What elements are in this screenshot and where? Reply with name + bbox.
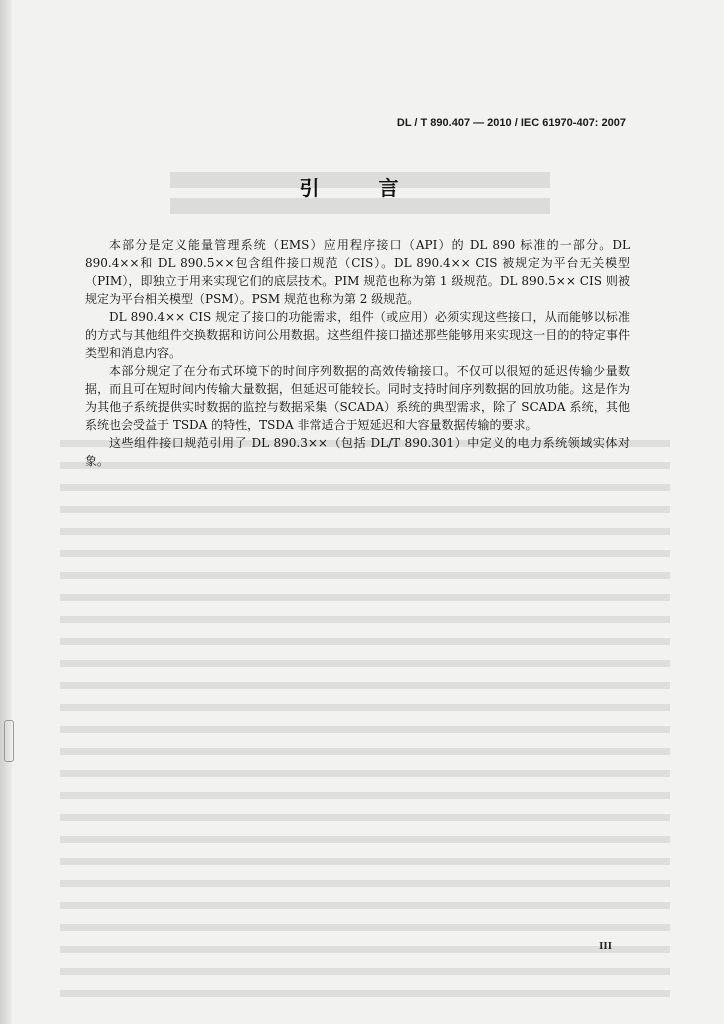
page-number: III — [599, 940, 612, 952]
introduction-body — [85, 236, 630, 470]
paragraph: 本部分是定义能量管理系统（EMS）应用程序接口（API）的 DL 890 标准的一部分。DL 890.4××和 DL 890.5××包含组件接口规范（CIS）。DL 890.4×× CIS 被规定为平台无关模型（PIM），即独立于用来实现它们的底层技术。PIM 规范也称为第 1 级规范。DL 890.5×× CIS 则被规定为平台相关模型（PSM）。PSM 规范也称为第 2 级规范。 — [85, 238, 630, 306]
paragraph: 这些组件接口规范引用了 DL 890.3××（包括 DL/T 890.301）中定义的电力系统领域实体对象。 — [85, 436, 630, 468]
binding-clip-mark — [4, 720, 14, 762]
section-title: 引 言 — [299, 176, 425, 200]
standard-header: DL / T 890.407 — 2010 / IEC 61970-407: 2007 — [396, 117, 626, 129]
bleed-through-text — [60, 440, 670, 1000]
paragraph: DL 890.4×× CIS 规定了接口的功能需求，组件（或应用）必须实现这些接口，从而能够以标准的方式与其他组件交换数据和访问公用数据。这些组件接口描述那些能够用来实现这一目的的特定事件类型和消息内容。 — [85, 310, 630, 360]
scan-edge-shadow — [0, 0, 12, 1024]
paragraph: 本部分规定了在分布式环境下的时间序列数据的高效传输接口。不仅可以很短的延迟传输少量数据，而且可在短时间内传输大量数据，但延迟可能较长。同时支持时间序列数据的回放功能。这是作为为其他子系统提供实时数据的监控与数据采集（SCADA）系统的典型需求，除了 SCADA 系统，其他系统也会受益于 TSDA 的特性，TSDA 非常适合于短延迟和大容量数据传输的要求。 — [85, 364, 630, 432]
